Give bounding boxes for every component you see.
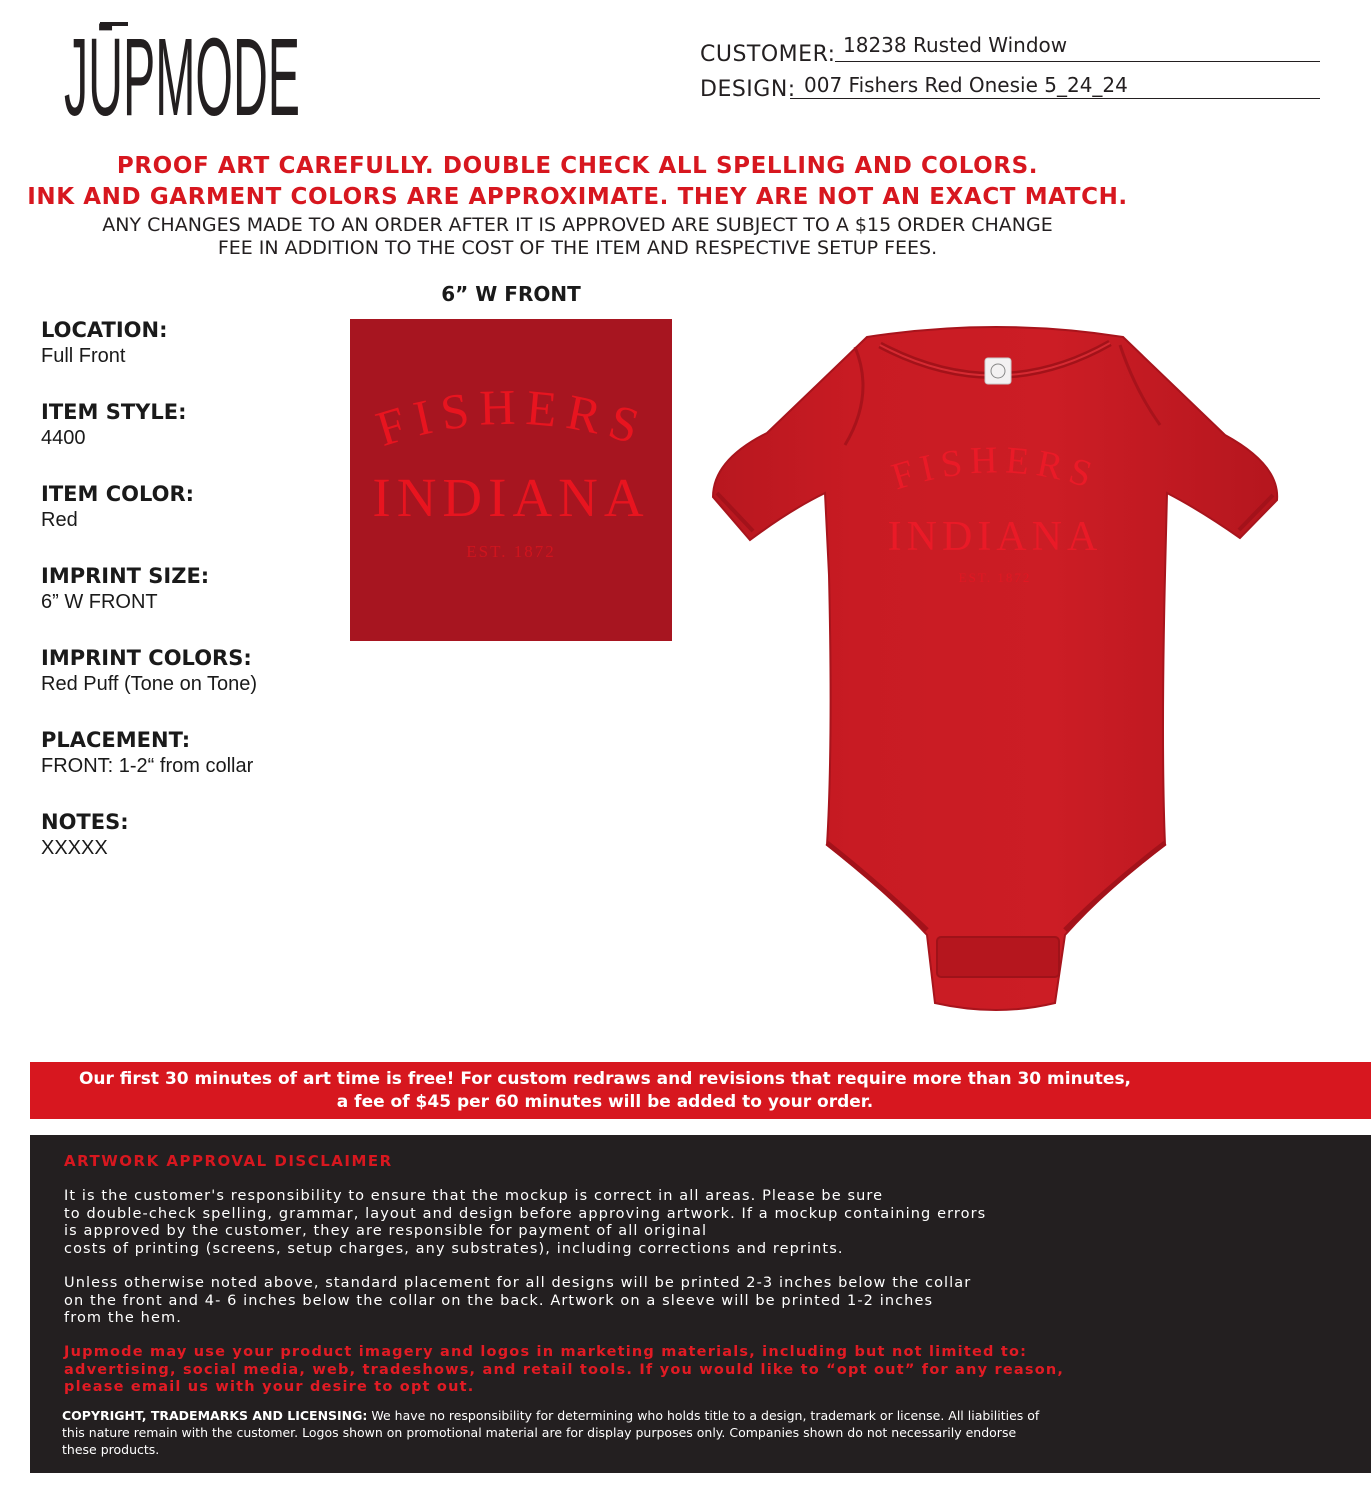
imprint-size-label: IMPRINT SIZE:: [41, 564, 210, 588]
warning-line-3: ANY CHANGES MADE TO AN ORDER AFTER IT IS APPROVED ARE SUBJECT TO A $15 ORDER CHANGE: [102, 214, 1053, 236]
onesie-imprint-indiana: INDIANA: [887, 514, 1103, 560]
imprint-size-value: 6” W FRONT: [41, 591, 158, 613]
design-line: [790, 98, 1320, 99]
item-style-value: 4400: [41, 427, 86, 449]
artwork-preview: [350, 319, 672, 641]
artwork-graphic: [350, 319, 672, 641]
copyright-label: COPYRIGHT, TRADEMARKS AND LICENSING:: [62, 1408, 368, 1423]
warning-line-2: INK AND GARMENT COLORS ARE APPROXIMATE. THEY ARE NOT AN EXACT MATCH.: [27, 184, 1128, 210]
customer-value: 18238 Rusted Window: [843, 33, 1068, 57]
disclaimer-marketing-note: Jupmode may use your product imagery and logos in marketing materials, including but not limited to: advertising, social media, web, tradeshows, and retail tools. If you would like to “opt out” for any reason, please email us with your desire to opt out.: [64, 1344, 1065, 1395]
artwork-fishers: FISHERS: [369, 378, 655, 457]
onesie-body: [713, 327, 1277, 1010]
disclaimer-paragraph-1: It is the customer's responsibility to ensure that the mockup is correct in all areas. Please be sure to double-check spelling, grammar, layout and design before approving artwork. If a mockup containing errors is approved by the customer, they are responsible for payment of all original costs of printing (screens, setup charges, any substrates), including corrections and reprints.: [64, 1188, 987, 1257]
notes-label: NOTES:: [41, 810, 129, 834]
garment-tag: [985, 358, 1011, 384]
imprint-colors-value: Red Puff (Tone on Tone): [41, 673, 258, 695]
notes-value: XXXXX: [41, 837, 108, 859]
placement-value: FRONT: 1-2“ from collar: [41, 755, 254, 777]
onesie-imprint-est: EST. 1872: [958, 570, 1032, 585]
copyright-text: We have no responsibility for determining who holds title to a design, trademark or license. All liabilities of this nature remain with the customer. Logos shown on promotional material are for display purposes only. Companies shown do not necessarily endorse these products.: [62, 1408, 1040, 1457]
disclaimer-title: ARTWORK APPROVAL DISCLAIMER: [64, 1152, 393, 1170]
warning-line-1: PROOF ART CAREFULLY. DOUBLE CHECK ALL SPELLING AND COLORS.: [116, 153, 1039, 179]
artwork-indiana: INDIANA: [372, 467, 650, 528]
warning-line-4: FEE IN ADDITION TO THE COST OF THE ITEM AND RESPECTIVE SETUP FEES.: [217, 237, 938, 259]
banner-line-2: a fee of $45 per 60 minutes will be added to your order.: [336, 1092, 874, 1112]
onesie-imprint-fishers: FISHERS: [886, 439, 1104, 499]
customer-line: [835, 61, 1320, 62]
copyright-notice: [62, 1407, 1112, 1458]
art-size-title: 6” W FRONT: [441, 282, 581, 306]
item-color-value: Red: [41, 509, 78, 531]
item-style-label: ITEM STYLE:: [41, 400, 187, 424]
artwork-est: EST. 1872: [466, 542, 556, 561]
location-value: Full Front: [41, 345, 126, 367]
customer-label: CUSTOMER:: [700, 42, 836, 67]
jupmode-logo: [64, 16, 304, 139]
placement-label: PLACEMENT:: [41, 728, 191, 752]
item-color-label: ITEM COLOR:: [41, 482, 195, 506]
banner-line-1: Our first 30 minutes of art time is free! For custom redraws and revisions that require more than 30 minutes,: [78, 1069, 1132, 1089]
location-label: LOCATION:: [41, 318, 168, 342]
design-label: DESIGN:: [700, 77, 796, 102]
imprint-colors-label: IMPRINT COLORS:: [41, 646, 252, 670]
design-value: 007 Fishers Red Onesie 5_24_24: [804, 73, 1128, 97]
onesie-mockup: [705, 325, 1290, 1015]
disclaimer-paragraph-2: Unless otherwise noted above, standard placement for all designs will be printed 2-3 inches below the collar on the front and 4- 6 inches below the collar on the back. Artwork on a sleeve will be printed 1-2 inches from the hem.: [64, 1275, 972, 1326]
logo-text: JŪPMODE: [64, 16, 300, 139]
